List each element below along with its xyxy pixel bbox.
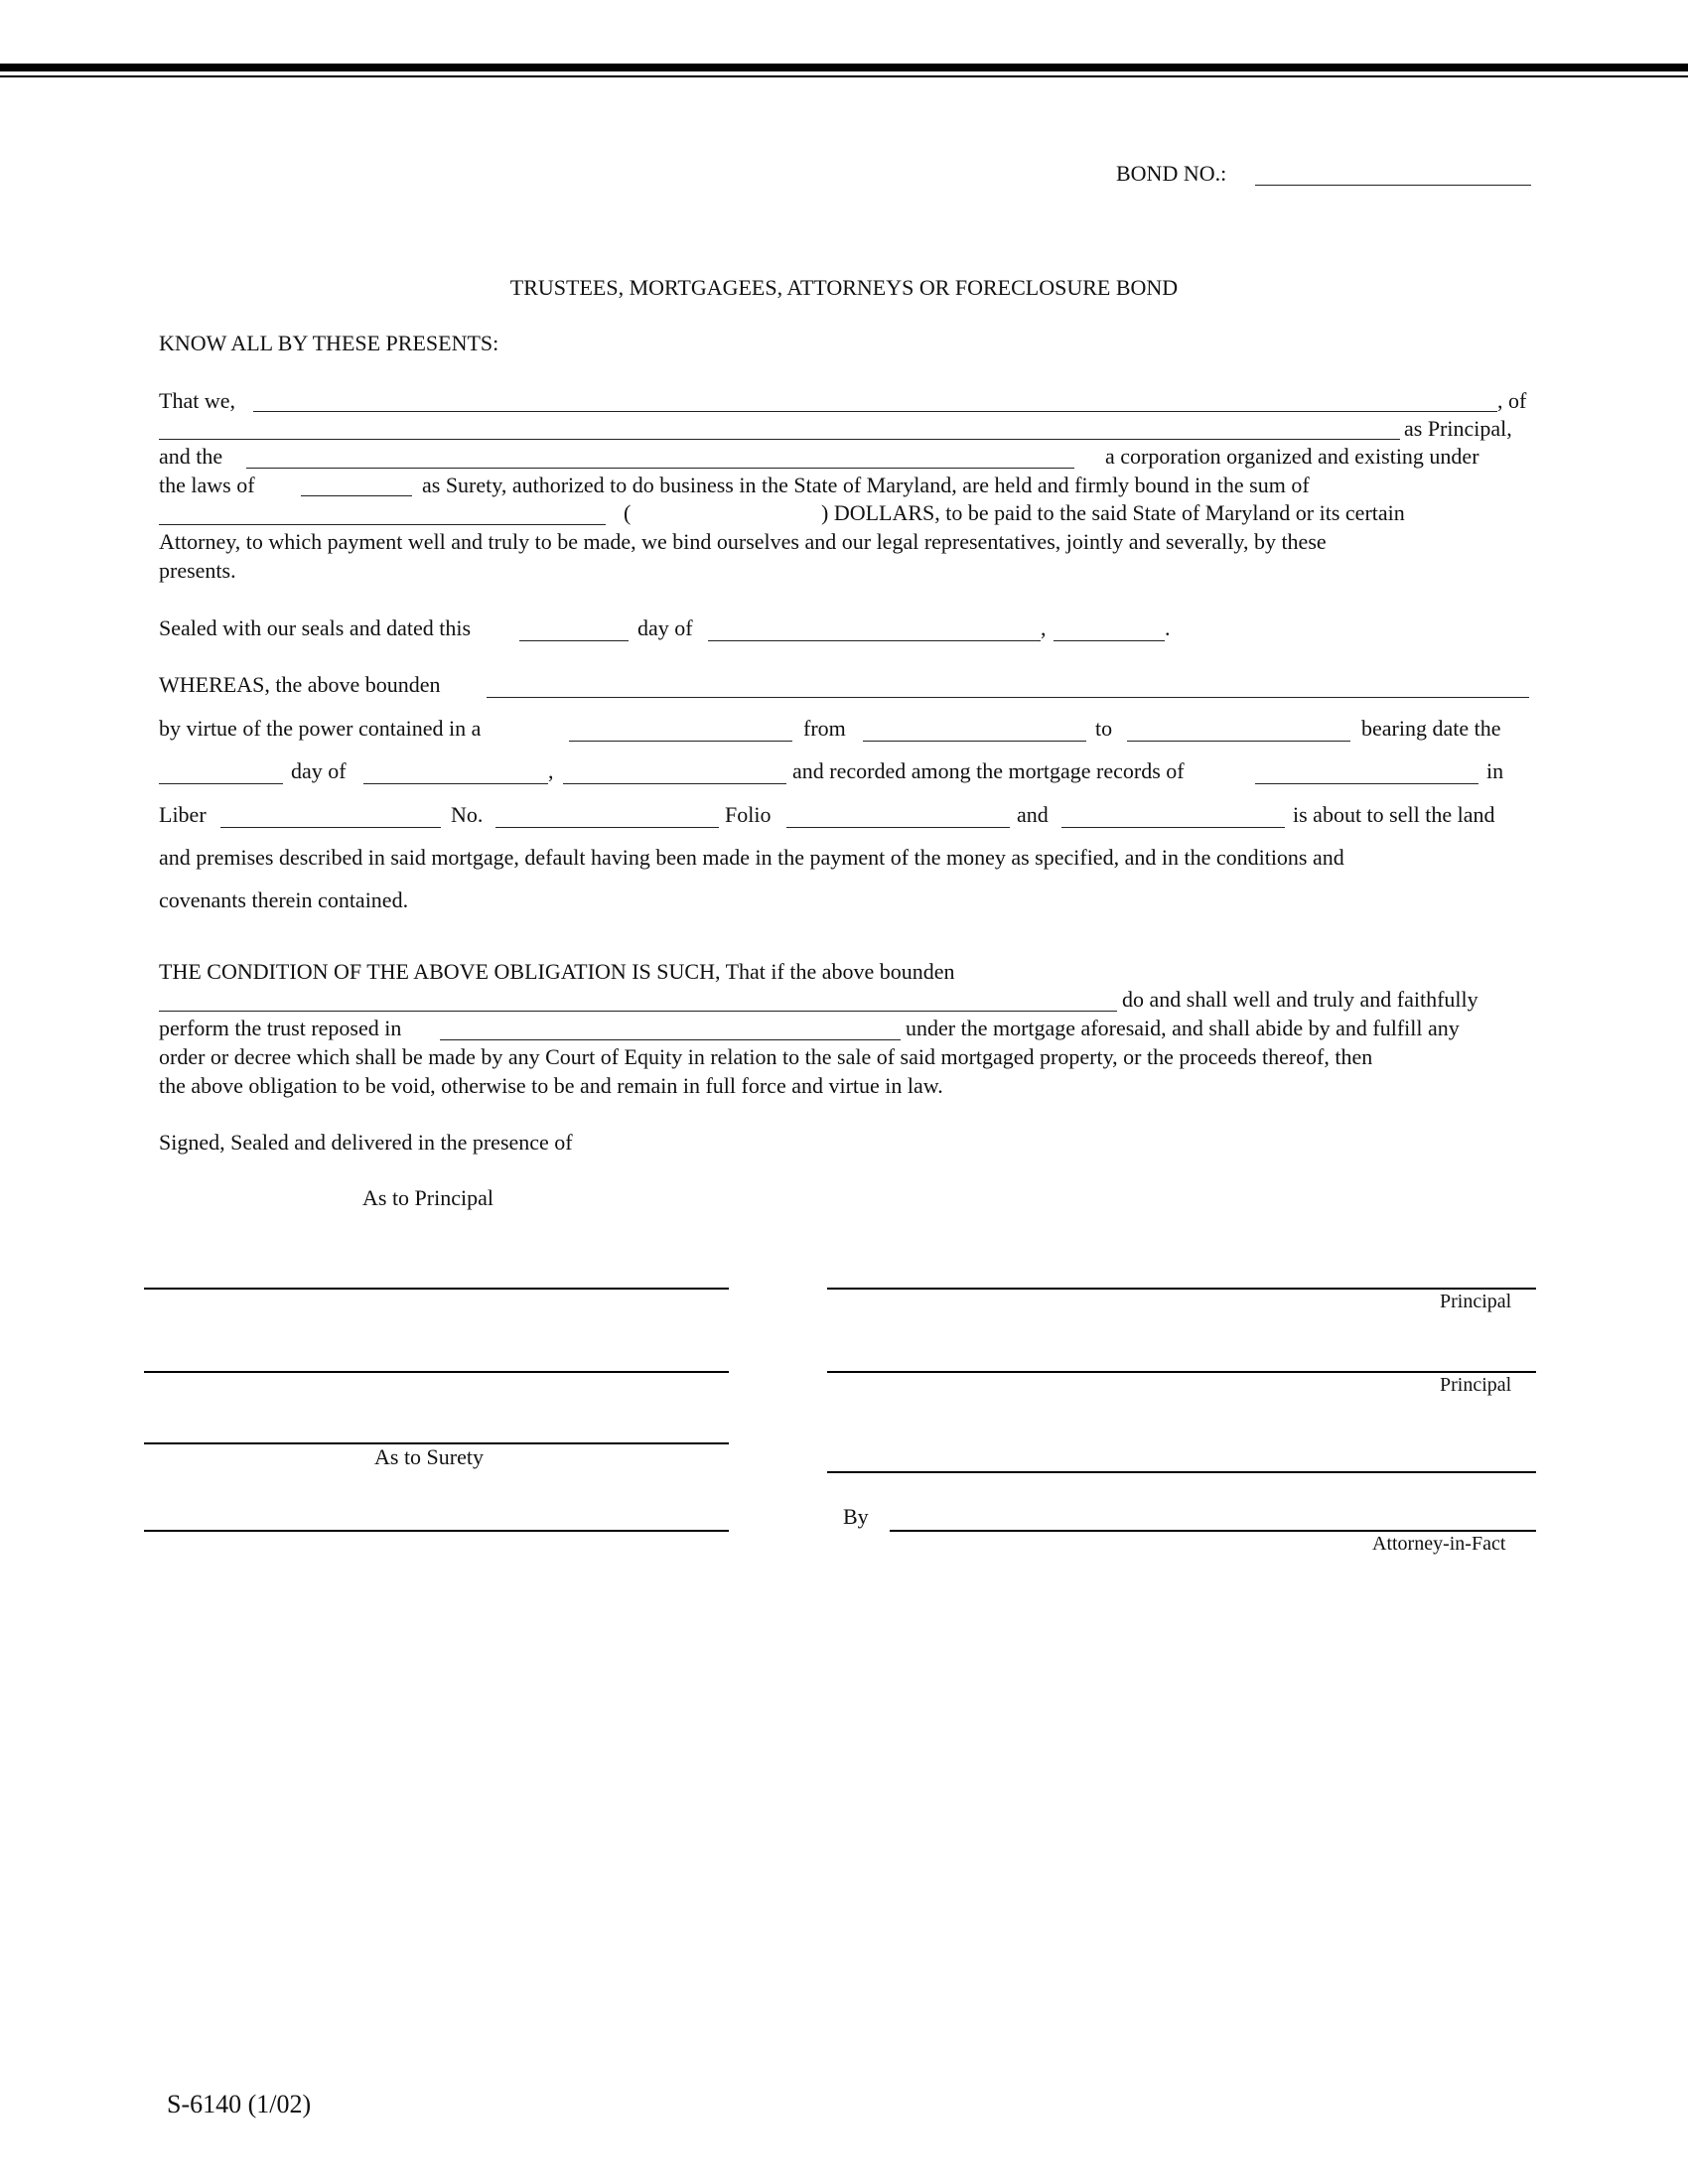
that-we-text: That we, [159, 388, 235, 413]
principal-witness-line-2[interactable] [144, 1371, 729, 1373]
sealed-month-field[interactable] [708, 640, 1041, 641]
sum-words-field[interactable] [159, 524, 606, 525]
whereas-comma: , [548, 758, 554, 783]
as-to-surety-label: As to Surety [374, 1444, 484, 1469]
sealed-period: . [1165, 615, 1171, 640]
by-virtue-text: by virtue of the power contained in a [159, 716, 482, 741]
principal-address-field[interactable] [159, 439, 1400, 440]
order-text: order or decree which shall be made by any Court of Equity in relation to the sale of said mortgaged property, or the proceeds thereof, then [159, 1044, 1373, 1069]
in-text: in [1486, 758, 1504, 783]
perform-text: perform the trust reposed in [159, 1016, 402, 1040]
principal-signature-line-2[interactable] [827, 1371, 1536, 1373]
liber-field[interactable] [220, 827, 441, 828]
to-field[interactable] [1127, 741, 1350, 742]
dollars-text: ) DOLLARS, to be paid to the said State of Maryland or its certain [821, 500, 1405, 525]
no-text: No. [451, 802, 484, 827]
form-title: TRUSTEES, MORTGAGEES, ATTORNEYS OR FORECLOSURE BOND [509, 275, 1179, 300]
bearing-date-text: bearing date the [1361, 716, 1501, 741]
by-label: By [843, 1504, 869, 1529]
sealed-comma: , [1041, 615, 1047, 640]
to-text: to [1095, 716, 1113, 741]
top-rule-thick [0, 64, 1688, 71]
presents-text: presents. [159, 558, 236, 583]
condition-bounden-field[interactable] [159, 1011, 1117, 1012]
attorney-in-fact-label: Attorney-in-Fact [1372, 1533, 1506, 1555]
about-to-sell-text: is about to sell the land [1293, 802, 1495, 827]
bearing-day-field[interactable] [159, 783, 283, 784]
bond-no-label: BOND NO.: [1116, 161, 1227, 186]
sealed-year-field[interactable] [1054, 640, 1165, 641]
instrument-field[interactable] [569, 741, 792, 742]
surety-signature-line[interactable] [827, 1471, 1536, 1473]
principal-signature-line-1[interactable] [827, 1288, 1536, 1290]
recorded-text: and recorded among the mortgage records of [792, 758, 1185, 783]
folio-field[interactable] [786, 827, 1010, 828]
surety-witness-line-2[interactable] [144, 1530, 729, 1532]
void-text: the above obligation to be void, otherwise to be and remain in full force and virtue in law. [159, 1073, 943, 1098]
as-principal-text: as Principal, [1404, 416, 1512, 441]
premises-text: and premises described in said mortgage, default having been made in the payment of the money as specified, and in the conditions and [159, 845, 1344, 870]
condition-heading: THE CONDITION OF THE ABOVE OBLIGATION IS SUCH, That if the above bounden [159, 959, 955, 984]
records-county-field[interactable] [1255, 783, 1478, 784]
folio-text: Folio [725, 802, 772, 827]
of-text: , of [1497, 388, 1527, 413]
and-text: and [1017, 802, 1049, 827]
principal-witness-line-1[interactable] [144, 1288, 729, 1290]
bearing-year-field[interactable] [563, 783, 786, 784]
principal-name-field[interactable] [253, 411, 1497, 412]
from-text: from [803, 716, 846, 741]
bounden-name-field[interactable] [487, 697, 1529, 698]
no-field[interactable] [495, 827, 719, 828]
sealed-day-field[interactable] [519, 640, 629, 641]
surety-name-field[interactable] [246, 468, 1074, 469]
principal-label-2: Principal [1440, 1374, 1512, 1396]
as-surety-text: as Surety, authorized to do business in the State of Maryland, are held and firmly bound in the sum of [422, 473, 1310, 497]
surety-state-field[interactable] [301, 495, 412, 496]
open-paren: ( [624, 500, 632, 525]
principal-label-1: Principal [1440, 1291, 1512, 1312]
and-field[interactable] [1061, 827, 1285, 828]
under-text: under the mortgage aforesaid, and shall abide by and fulfill any [906, 1016, 1460, 1040]
bearing-month-field[interactable] [363, 783, 548, 784]
from-field[interactable] [863, 741, 1086, 742]
liber-text: Liber [159, 802, 207, 827]
as-to-principal-label: As to Principal [362, 1185, 493, 1210]
corporation-text: a corporation organized and existing under [1105, 444, 1479, 469]
know-all-heading: KNOW ALL BY THESE PRESENTS: [159, 331, 499, 355]
form-number: S-6140 (1/02) [167, 2090, 312, 2118]
trust-field[interactable] [440, 1039, 901, 1040]
sealed-text: Sealed with our seals and dated this [159, 615, 472, 640]
whereas-day-of-text: day of [291, 758, 347, 783]
whereas-text: WHEREAS, the above bounden [159, 672, 441, 697]
bond-no-field[interactable] [1255, 185, 1531, 186]
and-the-text: and the [159, 444, 223, 469]
do-and-text: do and shall well and truly and faithfully [1122, 987, 1478, 1012]
laws-of-text: the laws of [159, 473, 255, 497]
covenants-text: covenants therein contained. [159, 887, 409, 912]
attorney-text: Attorney, to which payment well and truly to be made, we bind ourselves and our legal representatives, jointly and severally, by these [159, 529, 1327, 554]
top-rule-thin [0, 75, 1688, 77]
signed-text: Signed, Sealed and delivered in the presence of [159, 1130, 573, 1155]
sealed-day-of-text: day of [637, 615, 693, 640]
